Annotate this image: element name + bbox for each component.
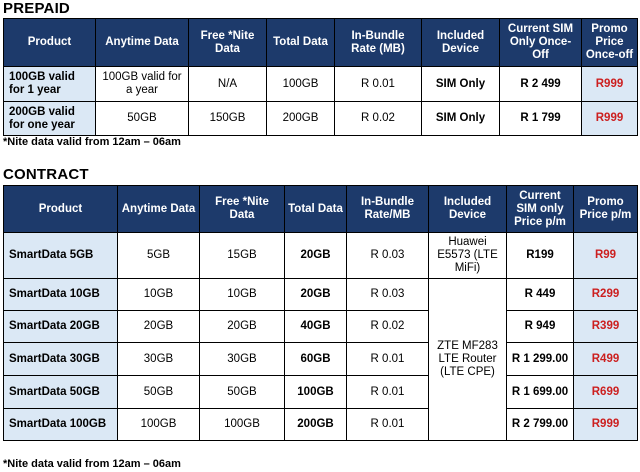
rate-cell: R 0.01 bbox=[347, 409, 429, 441]
contract-nite-note: *Nite data valid from 12am – 06am bbox=[3, 458, 181, 470]
current-price-cell: R 1 699.00 bbox=[507, 376, 574, 409]
rate-cell: R 0.01 bbox=[335, 67, 422, 102]
anytime-data-cell: 20GB bbox=[118, 311, 200, 343]
current-price-cell: R 1 799 bbox=[500, 102, 582, 136]
promo-price-cell: R499 bbox=[574, 343, 638, 376]
col-header-current-price: Current SIM only Price p/m bbox=[507, 186, 574, 233]
col-header-product: Product bbox=[4, 19, 96, 67]
col-header-promo-price: Promo Price p/m bbox=[574, 186, 638, 233]
current-price-cell: R 2 499 bbox=[500, 67, 582, 102]
promo-price-cell: R999 bbox=[574, 409, 638, 441]
nite-data-cell: 100GB bbox=[200, 409, 285, 441]
promo-price-cell: R299 bbox=[574, 279, 638, 311]
promo-price-cell: R699 bbox=[574, 376, 638, 409]
col-header-rate: In-Bundle Rate/MB bbox=[347, 186, 429, 233]
col-header-anytime-data: Anytime Data bbox=[118, 186, 200, 233]
product-cell: SmartData 30GB bbox=[4, 343, 118, 376]
anytime-data-cell: 30GB bbox=[118, 343, 200, 376]
col-header-current-price: Current SIM Only Once-Off bbox=[500, 19, 582, 67]
total-data-cell: 40GB bbox=[285, 311, 347, 343]
nite-data-cell: N/A bbox=[189, 67, 267, 102]
col-header-nite-data: Free *Nite Data bbox=[200, 186, 285, 233]
contract-title: CONTRACT bbox=[3, 166, 89, 183]
prepaid-table bbox=[3, 18, 638, 136]
device-cell: SIM Only bbox=[422, 102, 500, 136]
device-cell-zte: ZTE MF283 LTE Router (LTE CPE) bbox=[429, 279, 507, 441]
rate-cell: R 0.01 bbox=[347, 343, 429, 376]
promo-price-cell: R999 bbox=[582, 67, 638, 102]
total-data-cell: 60GB bbox=[285, 343, 347, 376]
anytime-data-cell: 100GB bbox=[118, 409, 200, 441]
current-price-cell: R 2 799.00 bbox=[507, 409, 574, 441]
anytime-data-cell: 50GB bbox=[96, 102, 189, 136]
nite-data-cell: 30GB bbox=[200, 343, 285, 376]
anytime-data-cell: 5GB bbox=[118, 233, 200, 279]
total-data-cell: 200GB bbox=[285, 409, 347, 441]
col-header-promo-price: Promo Price Once-off bbox=[582, 19, 638, 67]
prepaid-header-row bbox=[4, 19, 638, 67]
anytime-data-cell: 100GB valid for a year bbox=[96, 67, 189, 102]
table-row bbox=[4, 67, 638, 102]
current-price-cell: R 1 299.00 bbox=[507, 343, 574, 376]
col-header-anytime-data: Anytime Data bbox=[96, 19, 189, 67]
prepaid-title: PREPAID bbox=[3, 0, 70, 17]
current-price-cell: R199 bbox=[507, 233, 574, 279]
rate-cell: R 0.01 bbox=[347, 376, 429, 409]
col-header-rate: In-Bundle Rate (MB) bbox=[335, 19, 422, 67]
table-row bbox=[4, 279, 638, 311]
nite-data-cell: 150GB bbox=[189, 102, 267, 136]
product-cell: SmartData 10GB bbox=[4, 279, 118, 311]
rate-cell: R 0.02 bbox=[347, 311, 429, 343]
product-cell: SmartData 100GB bbox=[4, 409, 118, 441]
nite-data-cell: 20GB bbox=[200, 311, 285, 343]
col-header-device: Included Device bbox=[429, 186, 507, 233]
current-price-cell: R 949 bbox=[507, 311, 574, 343]
total-data-cell: 200GB bbox=[267, 102, 335, 136]
total-data-cell: 20GB bbox=[285, 279, 347, 311]
table-row bbox=[4, 376, 638, 409]
rate-cell: R 0.03 bbox=[347, 233, 429, 279]
table-row bbox=[4, 409, 638, 441]
rate-cell: R 0.02 bbox=[335, 102, 422, 136]
col-header-product: Product bbox=[4, 186, 118, 233]
promo-price-cell: R399 bbox=[574, 311, 638, 343]
nite-data-cell: 10GB bbox=[200, 279, 285, 311]
total-data-cell: 20GB bbox=[285, 233, 347, 279]
promo-price-cell: R999 bbox=[582, 102, 638, 136]
col-header-total-data: Total Data bbox=[285, 186, 347, 233]
col-header-total-data: Total Data bbox=[267, 19, 335, 67]
total-data-cell: 100GB bbox=[285, 376, 347, 409]
promo-price-cell: R99 bbox=[574, 233, 638, 279]
product-cell: SmartData 5GB bbox=[4, 233, 118, 279]
current-price-cell: R 449 bbox=[507, 279, 574, 311]
anytime-data-cell: 10GB bbox=[118, 279, 200, 311]
nite-data-cell: 15GB bbox=[200, 233, 285, 279]
contract-header-row bbox=[4, 186, 638, 233]
contract-table bbox=[3, 185, 638, 441]
table-row bbox=[4, 343, 638, 376]
anytime-data-cell: 50GB bbox=[118, 376, 200, 409]
col-header-device: Included Device bbox=[422, 19, 500, 67]
table-row bbox=[4, 233, 638, 279]
nite-data-cell: 50GB bbox=[200, 376, 285, 409]
table-row bbox=[4, 311, 638, 343]
product-cell: 100GB valid for 1 year bbox=[4, 67, 96, 102]
prepaid-nite-note: *Nite data valid from 12am – 06am bbox=[3, 136, 181, 148]
product-cell: SmartData 50GB bbox=[4, 376, 118, 409]
product-cell: SmartData 20GB bbox=[4, 311, 118, 343]
device-cell: SIM Only bbox=[422, 67, 500, 102]
col-header-nite-data: Free *Nite Data bbox=[189, 19, 267, 67]
product-cell: 200GB valid for one year bbox=[4, 102, 96, 136]
total-data-cell: 100GB bbox=[267, 67, 335, 102]
rate-cell: R 0.03 bbox=[347, 279, 429, 311]
device-cell-huawei: Huawei E5573 (LTE MiFi) bbox=[429, 233, 507, 279]
table-row bbox=[4, 102, 638, 136]
